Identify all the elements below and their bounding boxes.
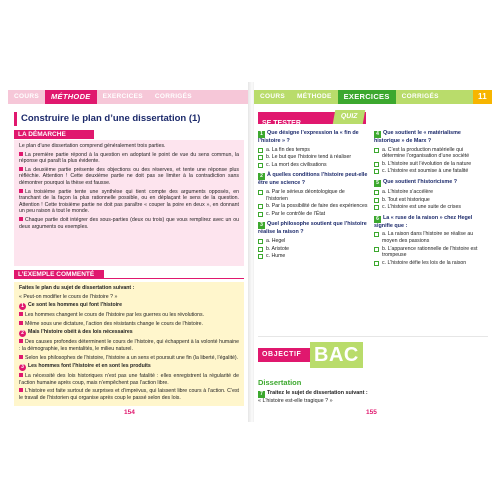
quiz-tag: QUIZ (333, 110, 365, 124)
checkbox-icon[interactable] (258, 247, 263, 252)
question-4-text: 4 Que soutient le « matérialisme historique » de Marx ? (374, 130, 461, 144)
bullet-square-icon (19, 167, 23, 171)
nav-tab-methode[interactable]: MÉTHODE (296, 93, 332, 100)
question-3-option-b[interactable]: b. Aristote (258, 246, 368, 253)
sujet-line: Faites le plan du sujet de dissertation suivant : (19, 285, 135, 291)
quiz-column-1 (258, 130, 368, 264)
question-6-option-c[interactable]: c. L’histoire défie les lois de la raison (374, 260, 484, 267)
nav-bar-right (254, 90, 492, 104)
bac-label: BAC (310, 342, 363, 368)
question-1 (258, 130, 368, 168)
bullet-square-icon (19, 152, 23, 156)
dissertation-title: Dissertation (258, 378, 302, 387)
checkbox-icon[interactable] (374, 261, 379, 266)
part-3-point-a: La nécessité des lois historiques n’est pas une fatalité : elles enregistrent la régularité de l’action humaine après coup, mais n’empêchent pas l’action libre. (19, 373, 239, 386)
bullet-square-icon (19, 217, 23, 221)
question-6-text: 6 La « ruse de la raison » chez Hegel signifie que : (374, 214, 473, 229)
checkbox-icon[interactable] (374, 247, 379, 252)
checkbox-icon[interactable] (374, 205, 379, 210)
dissertation-exercise (258, 390, 488, 405)
question-2-option-b[interactable]: b. Par la possibilité de faire des expériences (258, 203, 368, 210)
checkbox-icon[interactable] (258, 190, 263, 195)
part-2-point-b: Selon les philosophes de l’histoire, l’histoire a un sens et poursuit une fin (la liberté, l’égalité). (19, 355, 239, 362)
question-3-text: 3 Quel philosophe soutient que l’histoire réalise la raison ? (258, 221, 367, 236)
bullet-square-icon (19, 189, 23, 193)
divider (104, 278, 244, 279)
question-1-option-b[interactable]: b. Le but que l’histoire tend à réaliser (258, 154, 368, 161)
part-3-point-b: L’histoire est faite surtout de surprises et d’imprévus, qui laissent libre cours à l’action. C’est le travail de l’historien qui organise après coup le passé selon des lois. (19, 388, 239, 401)
checkbox-icon[interactable] (374, 232, 379, 237)
question-5 (374, 179, 484, 211)
part-3-heading: 3 Les hommes font l’histoire et en sont les produits (19, 363, 239, 371)
question-1-text: 1 Que désigne l’expression la « fin de l’histoire » ? (258, 130, 359, 144)
bullet-square-icon (19, 388, 23, 392)
question-2-option-c[interactable]: c. Par le contrôle de l’État (258, 211, 368, 218)
exemple-box (14, 282, 244, 406)
quiz-column-2 (374, 130, 484, 270)
question-number-icon: 5 (374, 180, 381, 187)
part-1-heading: 1 Ce sont les hommes qui font l’histoire (19, 302, 239, 310)
demarche-subparts: Chaque partie doit intégrer des sous-parties (deux ou trois) que vous remplirez avec un ou deux arguments ou exemples. (19, 216, 239, 230)
page-right (254, 82, 492, 422)
dissertation-instruction: 7 Traitez le sujet de dissertation suivant : (258, 390, 488, 398)
se-tester-label: SE TESTER (262, 120, 301, 127)
question-number-icon: 3 (258, 222, 265, 229)
nav-tab-cours[interactable]: COURS (14, 93, 39, 100)
checkbox-icon[interactable] (374, 169, 379, 174)
objectif-label: OBJECTIF (258, 348, 310, 362)
question-number-icon: 1 (258, 131, 265, 138)
checkbox-icon[interactable] (258, 204, 263, 209)
checkbox-icon[interactable] (374, 148, 379, 153)
nav-tab-methode-active[interactable]: MÉTHODE (45, 90, 97, 104)
nav-tab-corriges[interactable]: CORRIGÉS (154, 93, 192, 100)
number-1-icon: 1 (19, 303, 26, 310)
demarche-intro: Le plan d’une dissertation comprend généralement trois parties. (19, 143, 166, 149)
question-3-option-c[interactable]: c. Hume (258, 253, 368, 260)
question-5-option-b[interactable]: b. Tout est historique (374, 197, 484, 204)
bullet-square-icon (19, 373, 23, 377)
part-2-heading: 2 Mais l’histoire obéit à des lois nécessaires (19, 329, 239, 337)
question-1-option-c[interactable]: c. La mort des civilisations (258, 162, 368, 169)
nav-tab-exercices[interactable]: EXERCICES (102, 93, 143, 100)
bullet-square-icon (19, 312, 23, 316)
question-6-option-b[interactable]: b. L’apparence rationnelle de l’histoire est trompeuse (374, 246, 484, 259)
question-4-option-a[interactable]: a. C’est la production matérielle qui détermine l’organisation d’une société (374, 147, 484, 160)
chapter-badge: 11 (473, 90, 492, 104)
page-number-left: 154 (124, 409, 135, 416)
checkbox-icon[interactable] (258, 254, 263, 259)
checkbox-icon[interactable] (374, 198, 379, 203)
sujet-question: « Peut-on modifier le cours de l’histoire ? » (19, 293, 118, 300)
demarche-part-1: La première partie répond à la question en adoptant le point de vue du sens commun, la réponse qui paraît la plus évidente. (19, 151, 239, 165)
question-5-option-c[interactable]: c. L’histoire est une suite de crises (374, 204, 484, 211)
question-2-text: 2 À quelles conditions l’histoire peut-elle être une science ? (258, 172, 368, 187)
demarche-part-2: La deuxième partie présente des objections ou des réserves, et tente une réponse plus réfléchie. Attention ! Cette deuxième partie ne doit pas se limiter à la contradiction sans démontrer pourquoi la thèse est fausse. (19, 166, 239, 186)
part-2-point-a: Des causes profondes déterminent le cours de l’histoire, qui échappent à la volonté humaine : la démographie, les mentalités, le milieu naturel. (19, 339, 239, 352)
dissertation-question: « L’histoire est-elle tragique ? » (258, 398, 333, 404)
part-1-point-a: Les hommes changent le cours de l’histoire par les guerres ou les révolutions. (19, 312, 239, 319)
question-4 (374, 130, 484, 175)
question-number-icon: 6 (374, 216, 381, 223)
page-title: Construire le plan d’une dissertation (1) (21, 113, 201, 124)
bullet-square-icon (19, 355, 23, 359)
question-6-option-a[interactable]: a. La raison dans l’histoire se réalise au moyen des passions (374, 231, 484, 244)
nav-tab-cours[interactable]: COURS (260, 93, 285, 100)
question-number-icon: 4 (374, 131, 381, 138)
bullet-square-icon (19, 321, 23, 325)
nav-bar-left (8, 90, 250, 104)
checkbox-icon[interactable] (258, 148, 263, 153)
question-4-option-b[interactable]: b. L’histoire suit l’évolution de la nature (374, 161, 484, 168)
question-2 (258, 172, 368, 217)
nav-tab-corriges[interactable]: CORRIGÉS (401, 93, 439, 100)
book-spread (8, 82, 492, 422)
demarche-part-3: La troisième partie tente une synthèse qui tient compte des arguments opposés, en tranchant de la façon la plus rationnelle possible, ou en déplaçant le sens de la question. Attention ! Cette troisième partie ne doit pas paraître « couper la poire en deux », en donnant un peu raison à tout le monde. (19, 188, 239, 215)
number-2-icon: 2 (19, 330, 26, 337)
question-6 (374, 215, 484, 267)
divider (258, 336, 488, 337)
checkbox-icon[interactable] (258, 155, 263, 160)
demarche-box (14, 140, 244, 266)
part-1-point-b: Même sous une dictature, l’action des résistants change le cours de l’histoire. (19, 321, 239, 328)
bullet-square-icon (19, 339, 23, 343)
checkbox-icon[interactable] (258, 212, 263, 217)
question-4-option-c[interactable]: c. L’histoire est soumise à une fatalité (374, 168, 484, 175)
checkbox-icon[interactable] (258, 239, 263, 244)
number-3-icon: 3 (19, 364, 26, 371)
exemple-label: L’EXEMPLE COMMENTÉ (14, 270, 104, 279)
question-3-option-a[interactable]: a. Hegel (258, 238, 368, 245)
title-bar (14, 112, 244, 126)
question-1-option-a[interactable]: a. La fin des temps (258, 147, 368, 154)
question-number-icon: 7 (258, 391, 265, 398)
checkbox-icon[interactable] (374, 190, 379, 195)
question-5-text: 5 Que soutient l’historicisme ? (374, 179, 484, 187)
page-number-right: 155 (366, 409, 377, 416)
page-left (8, 82, 250, 422)
demarche-label: LA DÉMARCHE (14, 130, 94, 139)
question-5-option-a[interactable]: a. L’histoire s’accélère (374, 189, 484, 196)
question-3 (258, 221, 368, 259)
nav-tab-exercices-active[interactable]: EXERCICES (338, 90, 396, 104)
checkbox-icon[interactable] (258, 163, 263, 168)
checkbox-icon[interactable] (374, 162, 379, 167)
objectif-bac-banner (258, 342, 488, 370)
question-number-icon: 2 (258, 173, 265, 180)
question-2-option-a[interactable]: a. Par le sérieux déontologique de l’historien (258, 189, 368, 202)
